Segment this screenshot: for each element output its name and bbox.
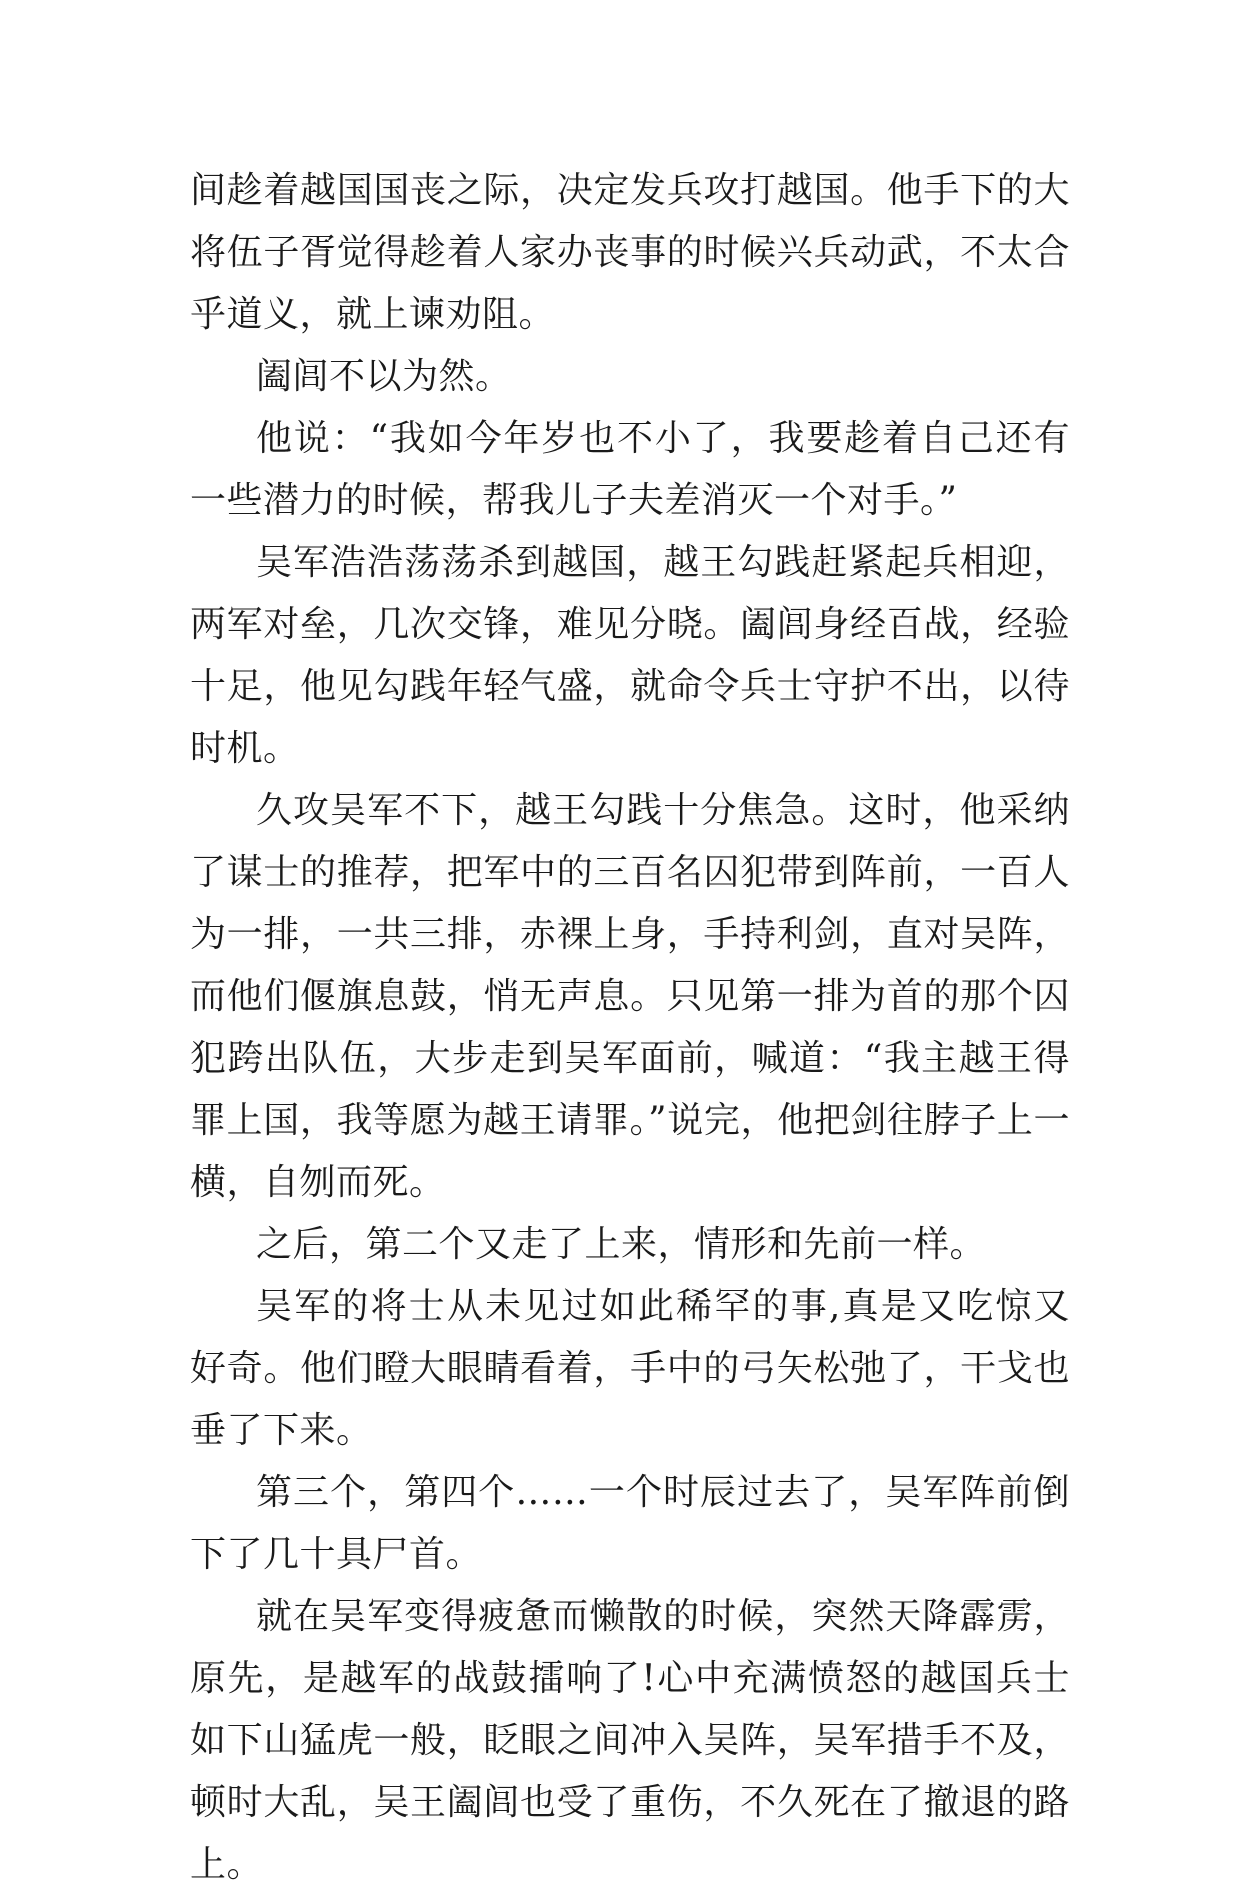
paragraph-9: 就在吴军变得疲惫而懒散的时候，突然天降霹雳，原先，是越军的战鼓擂响了!心中充满愤怒的越国兵士如下山猛虎一般，眨眼之间冲入吴阵，吴军措手不及，顿时大乱，吴王阖闾也受了重伤，不久死在了撤退的路上。 — [190, 1596, 1070, 1885]
paragraph-1: 间趁着越国国丧之际，决定发兵攻打越国。他手下的大将伍子胥觉得趁着人家办丧事的时候兴兵动武，不太合乎道义，就上谏劝阻。 — [190, 170, 1070, 335]
paragraph-7: 吴军的将士从未见过如此稀罕的事,真是又吃惊又好奇。他们瞪大眼睛看着，手中的弓矢松弛了，干戈也垂了下来。 — [190, 1286, 1070, 1451]
body-text — [190, 160, 1070, 1896]
paragraph-2: 阖闾不以为然。 — [256, 356, 512, 397]
paragraph-5: 久攻吴军不下，越王勾践十分焦急。这时，他采纳了谋士的推荐，把军中的三百名囚犯带到阵前，一百人为一排，一共三排，赤裸上身，手持利剑，直对吴阵，而他们偃旗息鼓，悄无声息。只见第一排为首的那个囚犯跨出队伍，大步走到吴军面前，喊道：“我主越王得罪上国，我等愿为越王请罪。”说完，他把剑往脖子上一横，自刎而死。 — [190, 790, 1070, 1203]
paragraph-8: 第三个，第四个……一个时辰过去了，吴军阵前倒下了几十具尸首。 — [190, 1472, 1070, 1575]
paragraph-4: 吴军浩浩荡荡杀到越国，越王勾践赶紧起兵相迎，两军对垒，几次交锋，难见分晓。阖闾身经百战，经验十足，他见勾践年轻气盛，就命令兵士守护不出，以待时机。 — [190, 542, 1070, 769]
paragraph-3: 他说：“我如今年岁也不小了，我要趁着自己还有一些潜力的时候，帮我儿子夫差消灭一个对手。” — [190, 418, 1070, 521]
paragraph-6: 之后，第二个又走了上来，情形和先前一样。 — [256, 1224, 987, 1265]
